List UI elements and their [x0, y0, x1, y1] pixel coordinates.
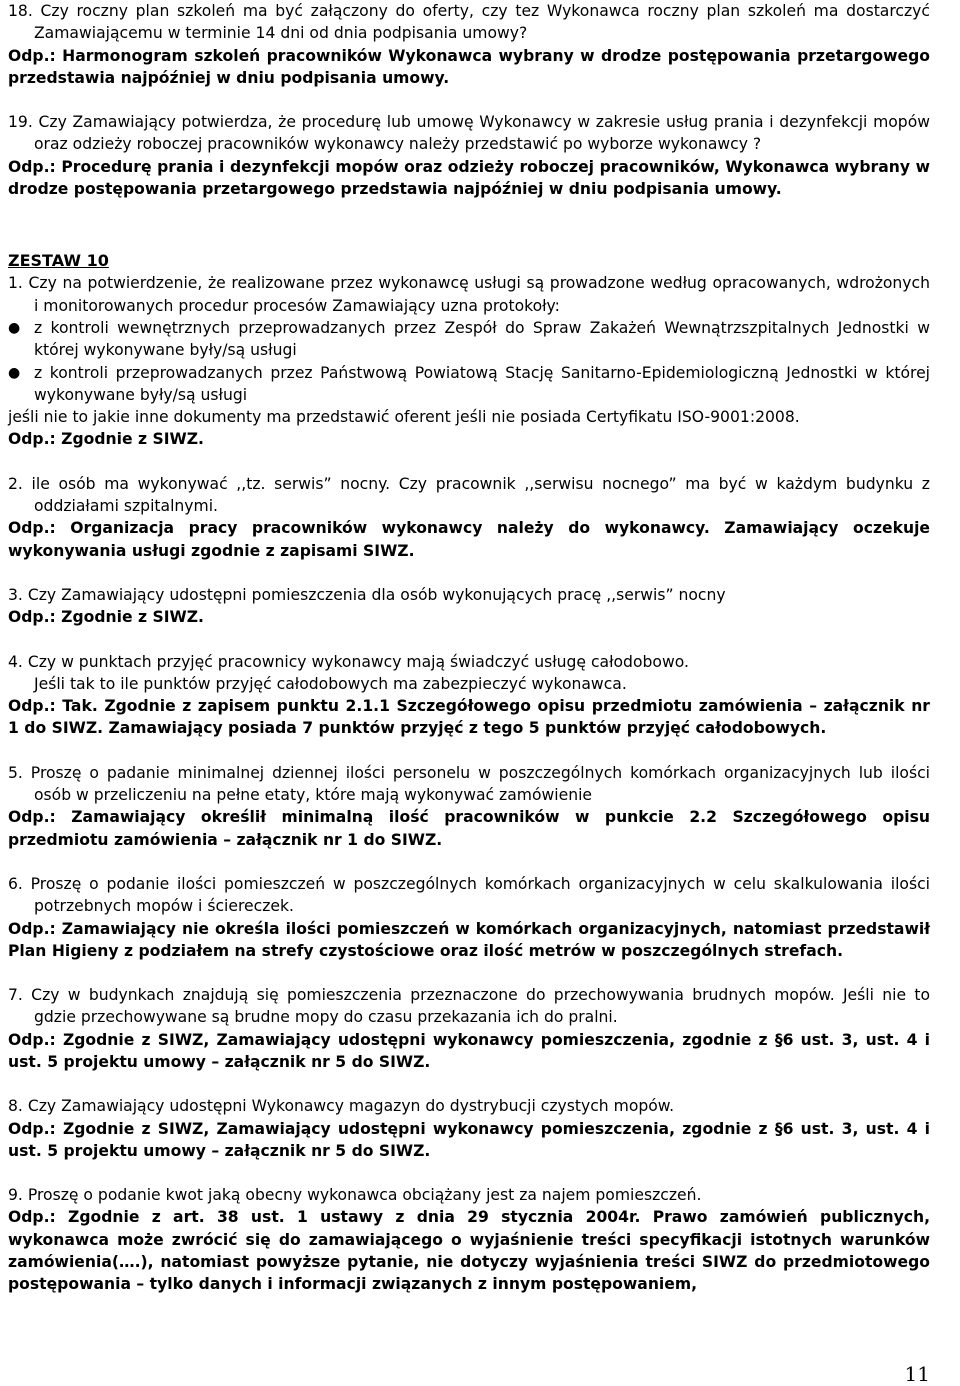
question-9: 9. Proszę o podanie kwot jaką obecny wykonawca obciążany jest za najem pomieszczeń. [8, 1186, 702, 1205]
answer-18: Odp.: Harmonogram szkoleń pracowników Wykonawca wybrany w drodze postępowania przetargowego przedstawia najpóźniej w dniu podpisania umowy. [8, 46, 930, 87]
answer-1: Odp.: Zgodnie z SIWZ. [8, 430, 204, 449]
question-4-continued: Jeśli tak to ile punktów przyjęć całodobowych ma zabezpieczyć wykonawca. [34, 674, 627, 693]
answer-7: Odp.: Zgodnie z SIWZ, Zamawiający udostępni wykonawcy pomieszczenia, zgodnie z §6 ust. 3, ust. 4 i ust. 5 projektu umowy – załącznik nr 5 do SIWZ. [8, 1030, 930, 1071]
question-18: 18. Czy roczny plan szkoleń ma być załączony do oferty, czy tez Wykonawca roczny plan szkoleń ma dostarczyć Zamawiającemu w terminie 14 dni od dnia podpisania umowy? [8, 2, 930, 43]
bullet-text: z kontroli wewnętrznych przeprowadzanych przez Zespół do Spraw Zakażeń Wewnątrzszpitalnych Jednostki w której wykonywane były/są usługi [34, 318, 930, 360]
bullet-text: z kontroli przeprowadzanych przez Państwową Powiatową Stację Sanitarno-Epidemiologiczną Jednostki w której wykonywane były/są usługi [34, 363, 930, 404]
question-3: 3. Czy Zamawiający udostępni pomieszczenia dla osób wykonujących pracę ,,serwis” nocny [8, 585, 726, 604]
bullet-icon: ● [8, 364, 21, 381]
question-19: 19. Czy Zamawiający potwierdza, że procedurę lub umowę Wykonawcy w zakresie usług prania i dezynfekcji mopów oraz odzieży roboczej pracowników wykonawcy należy przedstawić po wyborze wykonawcy ? [8, 113, 930, 154]
question-8: 8. Czy Zamawiający udostępni Wykonawcy magazyn do dystrybucji czystych mopów. [8, 1097, 675, 1116]
page-number: 11 [904, 1362, 930, 1386]
answer-19: Odp.: Procedurę prania i dezynfekcji mopów oraz odzieży roboczej pracowników, Wykonawca wybrany w drodze postępowania przetargowego przedstawia najpóźniej w dniu podpisania umowy. [8, 157, 930, 199]
bullet-icon: ● [8, 319, 21, 336]
set-heading: ZESTAW 10 [8, 251, 109, 271]
list-item [8, 317, 930, 362]
question-2: 2. ile osób ma wykonywać ,,tz. serwis” nocny. Czy pracownik ,,serwisu nocnego” ma być w każdym budynku z oddziałami szpitalnymi. [8, 474, 930, 516]
question-1: 1. Czy na potwierdzenie, że realizowane przez wykonawcę usługi są prowadzone według opracowanych, wdrożonych i monitorowanych procedur procesów Zamawiający uzna protokoły: [8, 274, 930, 315]
answer-9: Odp.: Zgodnie z art. 38 ust. 1 ustawy z dnia 29 stycznia 2004r. Prawo zamówień publicznych, wykonawca może zwrócić się do zamawiającego o wyjaśnienie treści specyfikacji istotnych warunków zamówienia(….), natomiast powyższe pytanie, nie dotyczy wyjaśnienia treści SIWZ do przedmiotowego postępowania – tylko danych i informacji związanych z innym postępowaniem, [8, 1208, 930, 1294]
question-5: 5. Proszę o padanie minimalnej dziennej ilości personelu w poszczególnych komórkach organizacyjnych lub ilości osób w przeliczeniu na pełne etaty, które mają wykonywać zamówienie [8, 763, 930, 805]
question-1-tail: jeśli nie to jakie inne dokumenty ma przedstawić oferent jeśli nie posiada Certyfikatu ISO-9001:2008. [8, 408, 800, 427]
answer-2: Odp.: Organizacja pracy pracowników wykonawcy należy do wykonawcy. Zamawiający oczekuje wykonywania usługi zgodnie z zapisami SIWZ. [8, 519, 930, 560]
question-7: 7. Czy w budynkach znajdują się pomieszczenia przeznaczone do przechowywania brudnych mopów. Jeśli nie to gdzie przechowywane są brudne mopy do czasu przekazania ich do pralni. [8, 986, 930, 1027]
answer-8: Odp.: Zgodnie z SIWZ, Zamawiający udostępni wykonawcy pomieszczenia, zgodnie z §6 ust. 3, ust. 4 i ust. 5 projektu umowy – załącznik nr 5 do SIWZ. [8, 1119, 930, 1160]
document-page [8, 0, 930, 1296]
bullet-list [8, 317, 930, 406]
question-6: 6. Proszę o podanie ilości pomieszczeń w poszczególnych komórkach organizacyjnych w celu skalkulowania ilości potrzebnych mopów i ściereczek. [8, 874, 930, 916]
list-item [8, 362, 930, 407]
answer-3: Odp.: Zgodnie z SIWZ. [8, 608, 204, 627]
answer-6: Odp.: Zamawiający nie określa ilości pomieszczeń w komórkach organizacyjnych, natomiast przedstawił Plan Higieny z podziałem na strefy czystościowe oraz ilość metrów w poszczególnych strefach. [8, 919, 930, 960]
answer-5: Odp.: Zamawiający określił minimalną ilość pracowników w punkcie 2.2 Szczegółowego opisu przedmiotu zamówienia – załącznik nr 1 do SIWZ. [8, 808, 930, 849]
question-4: 4. Czy w punktach przyjęć pracownicy wykonawcy mają świadczyć usługę całodobowo. [8, 652, 689, 671]
answer-4: Odp.: Tak. Zgodnie z zapisem punktu 2.1.1 Szczegółowego opisu przedmiotu zamówienia – załącznik nr 1 do SIWZ. Zamawiający posiada 7 punktów przyjęć z tego 5 punktów przyjęć całodobowych. [8, 697, 930, 738]
